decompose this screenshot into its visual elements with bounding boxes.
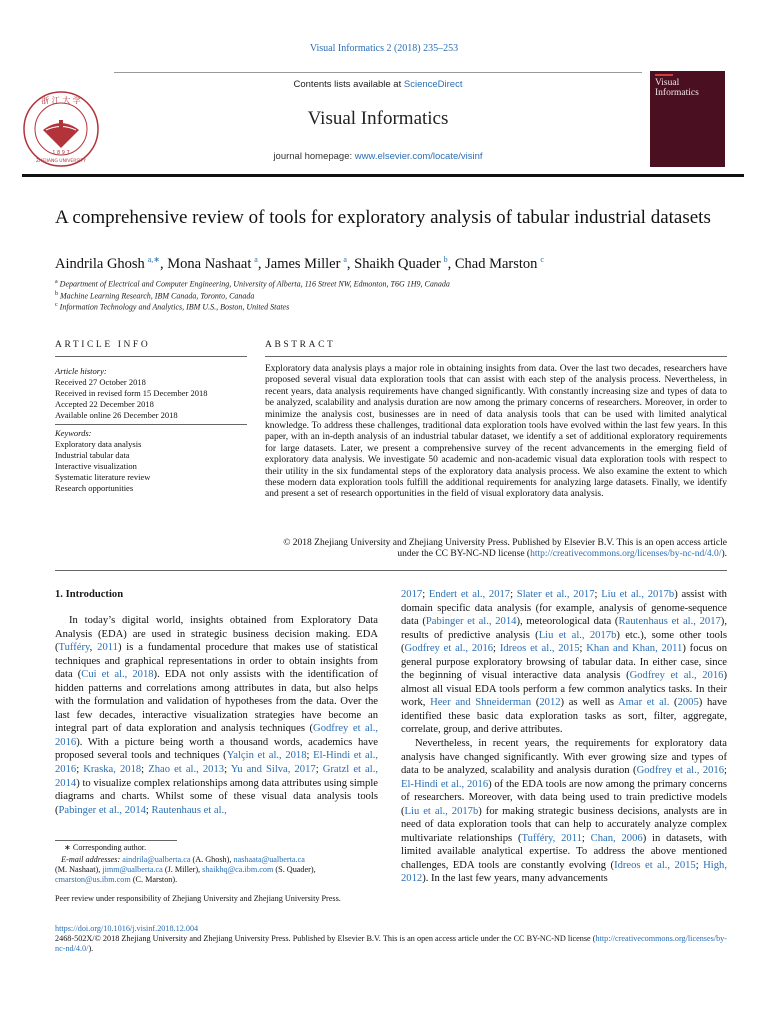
contents-line [114, 79, 642, 90]
email-link[interactable]: nashaata@ualberta.ca [233, 855, 305, 864]
affiliation-mark: c [55, 302, 58, 308]
affiliation-text: Information Technology and Analytics, IBM U.S., Boston, United States [59, 302, 290, 312]
history-item: Received in revised form 15 December 2018 [55, 388, 208, 398]
article-info-heading: ARTICLE INFO [55, 340, 151, 350]
footer-license-link[interactable]: http://creativecommons.org/licenses/by-nc-nd/4.0/ [55, 934, 727, 953]
svg-text:1 8 9 7: 1 8 9 7 [52, 150, 70, 156]
footer-license-end: ). [88, 944, 94, 953]
intro-paragraph-right [401, 588, 727, 886]
email-owner: (J. Miller), [162, 865, 203, 874]
author-name: Mona Nashaat [167, 255, 252, 272]
section-heading-introduction: 1. Introduction [55, 589, 124, 600]
abstract-heading: ABSTRACT [265, 340, 336, 350]
history-item: Received 27 October 2018 [55, 377, 146, 387]
author-affiliation-mark[interactable]: a [343, 255, 347, 264]
footnote-peer-review: Peer review under responsibility of Zhejiang University and Zhejiang University Press. [55, 894, 341, 903]
cover-title [655, 74, 699, 98]
affiliation-mark: a [55, 279, 58, 285]
history-heading: Article history: [55, 366, 107, 376]
intro-paragraph-left: In today’s digital world, insights obtained from Exploratory Data Analysis (EDA) are used in strategic business decision making. EDA (Tufféry, 2011) is a fundamental procedure that makes use of statistical techniques and graphical representations in order to obtain insights from data (Cui et al., 2018). EDA not only assists with the identification of hidden patterns and correlations among attributes in data, but also helps with the formulation and validation of hypotheses from the data. Over the last few decades, interactive visualization strategies have become an integral part of data exploration and analysis techniques (Godfrey et al., 2016). With a picture being worth a thousand words, academics have proposed several tools and techniques (Yalçin et al., 2018; El-Hindi et al., 2016; Kraska, 2018; Zhao et al., 2013; Yu and Silva, 2017; Gratzl et al., 2014) to visualize complex relationships among data attributes using simple diagrams and charts. Whilst some of these visual data analysis tools (Pabinger et al., 2014; Rautenhaus et al., [55, 615, 379, 816]
history-item: Available online 26 December 2018 [55, 410, 178, 420]
author-affiliation-mark[interactable]: c [540, 255, 544, 264]
masthead-top-rule [114, 72, 642, 73]
affiliation [55, 291, 715, 301]
journal-title: Visual Informatics [307, 108, 449, 129]
affiliation [55, 302, 715, 312]
affiliation-text: Department of Electrical and Computer Engineering, University of Alberta, 116 Street NW, Edmonton, T6G 1H9, Canada [59, 279, 450, 289]
article-info-rule [55, 356, 247, 357]
email-link[interactable]: jimm@ualberta.ca [102, 865, 163, 874]
email-link[interactable]: cmarston@us.ibm.com [55, 875, 131, 884]
author-list: Aindrila Ghosh $^{a,∗}$, Mona Nashaat $^a$, James Miller $^a$, Shaikh Quader $^b$, Chad Marston $^c$ [55, 255, 544, 272]
intro-paragraph-2: Nevertheless, in recent years, the requirements for exploratory data analysis have changed significantly. With ever growing size and types of data to be analyzed, scalability and analysis duration (Godfrey et al., 2016; El-Hindi et al., 2016) of the EDA tools are now among the primary concerns of researchers. Moreover, with data being used to train predictive models (Liu et al., 2017b) for making strategic business decisions, analysts are in need of data exploration tools that can help to accurately analyze complex multivariate relationships (Tufféry, 2011; Chan, 2006) in datasets, with limited available analytical expertise. To address the above mentioned challenges, EDA tools are constantly evolving (Idreos et al., 2015; High, 2012). In the last few years, many advancements [401, 738, 727, 885]
contents-prefix: Contents lists available at [293, 79, 404, 90]
email-label: E-mail addresses: [61, 855, 123, 864]
author-affiliation-mark[interactable]: b [443, 255, 448, 264]
copyright-end: ). [721, 549, 727, 560]
journal-homepage-line [114, 151, 642, 162]
author-name: Shaikh Quader [354, 255, 441, 272]
article-title: A comprehensive review of tools for exploratory analysis of tabular industrial datasets [55, 207, 711, 228]
journal-reference[interactable]: Visual Informatics 2 (2018) 235–253 [309, 43, 459, 54]
keyword-item: Industrial tabular data [55, 450, 130, 460]
homepage-prefix: journal homepage: [273, 151, 355, 162]
history-item: Accepted 22 December 2018 [55, 399, 154, 409]
keyword-item: Research opportunities [55, 483, 134, 493]
affiliation-mark: b [55, 291, 58, 297]
keyword-item: Exploratory data analysis [55, 439, 142, 449]
email-owner: (A. Ghosh), [190, 855, 234, 864]
abstract-text: Exploratory data analysis plays a major role in obtaining insights from data. Over the last two decades, researchers have proposed several visual data exploration tools that can assist with each step of the analysis process. Nevertheless, in recent years, data analysis requirements have changed significantly. With constantly increasing size and types of data to be analyzed, scalability and analysis duration are now among the primary concerns of researchers. Moreover, in order to minimize the analysis cost, businesses are in need of data analysis tools that can be used with limited analytical knowledge. To address these challenges, traditional data exploration tools have evolved within the last few years. In this paper, with an in-depth analysis of an industrial tabular dataset, we identify a set of additional exploratory requirements for large datasets. Later, we present a comprehensive survey of the recent advancements in the emerging field of exploratory data analysis. We investigate 50 academic and non-academic visual data exploration tools with respect to their utility in the six fundamental steps of the exploratory data analysis process. We also examine the extent to which these modern data exploration tools fulfill the additional requirements for analyzing large datasets. Finally, we identify and present a set of research opportunities in the field of visual exploratory data analysis. [265, 364, 727, 500]
email-link[interactable]: shaikhq@ca.ibm.com [202, 865, 274, 874]
svg-text:ZHEJIANG UNIVERSITY: ZHEJIANG UNIVERSITY [35, 159, 87, 164]
page-footer [55, 924, 727, 954]
author-name: Aindrila Ghosh [55, 255, 145, 272]
zhejiang-university-logo [22, 90, 100, 168]
svg-text:浙 江 大 学: 浙 江 大 学 [41, 96, 81, 105]
journal-homepage-link[interactable]: www.elsevier.com/locate/visinf [354, 151, 483, 162]
author-affiliation-mark[interactable]: a,∗ [147, 255, 160, 264]
footnote-corresponding: ∗ Corresponding author. [64, 843, 147, 852]
intro-paragraph-continued: 2017; Endert et al., 2017; Slater et al., 2017; Liu et al., 2017b) assist with domain specific data analysis (for example, analysis of genome-sequence data (Pabinger et al., 2014), meteorological data (Rautenhaus et al., 2017), results of predictive analysis (Liu et al., 2017b) etc.), some other tools (Godfrey et al., 2016; Idreos et al., 2015; Khan and Khan, 2011) focus on general purpose exploratory browsing of tabular data. In either case, since the beginning of visual interactive data analysis (Godfrey et al., 2016) almost all visual EDA tools perform a few common analytics tasks. In their work, Heer and Shneiderman (2012) as well as Amar et al. (2005) have identified these basic data exploration tasks as sort, filter, aggregate, correlate, group, and derive attributes. [401, 589, 728, 736]
keyword-item: Interactive visualization [55, 461, 137, 471]
author-affiliation-mark[interactable]: a [254, 255, 258, 264]
keywords-heading: Keywords: [55, 428, 92, 438]
doi-link[interactable]: https://doi.org/10.1016/j.visinf.2018.12.004 [55, 924, 199, 933]
license-link[interactable]: http://creativecommons.org/licenses/by-nc-nd/4.0/ [530, 549, 722, 560]
email-owner: (M. Nashaat), [55, 865, 103, 874]
article-info-panel [55, 366, 247, 494]
author-name: Chad Marston [454, 255, 538, 272]
cover-title-line2: Informatics [655, 88, 699, 98]
keywords-rule [55, 424, 247, 425]
journal-cover-thumbnail [650, 71, 725, 167]
footer-license-text: 2468-502X/© 2018 Zhejiang University and Zhejiang University Press. Published by Elsevier B.V. This is an open access article under the CC BY-NC-ND license ( [55, 934, 596, 943]
masthead-bottom-rule [22, 174, 744, 177]
author-name: James Miller [265, 255, 341, 272]
email-owner: (C. Marston). [130, 875, 178, 884]
cover-title-line1: Visual [655, 78, 680, 88]
footnote-emails [55, 855, 378, 885]
affiliation [55, 279, 715, 289]
abstract-bottom-rule [55, 570, 727, 571]
cover-accent-mark [655, 74, 673, 76]
copyright-text: © 2018 Zhejiang University and Zhejiang University Press. Published by Elsevier B.V. This is an open access article under the CC BY-NC-ND license ( [283, 538, 727, 560]
email-owner: (S. Quader), [273, 865, 316, 874]
footer-license [55, 934, 727, 954]
keyword-item: Systematic literature review [55, 472, 151, 482]
abstract-rule [265, 356, 727, 357]
affiliation-text: Machine Learning Research, IBM Canada, Toronto, Canada [60, 291, 255, 301]
abstract-copyright [265, 538, 727, 561]
footnote-rule [55, 840, 177, 841]
email-link[interactable]: aindrila@ualberta.ca [122, 855, 191, 864]
sciencedirect-link[interactable]: ScienceDirect [403, 79, 463, 90]
